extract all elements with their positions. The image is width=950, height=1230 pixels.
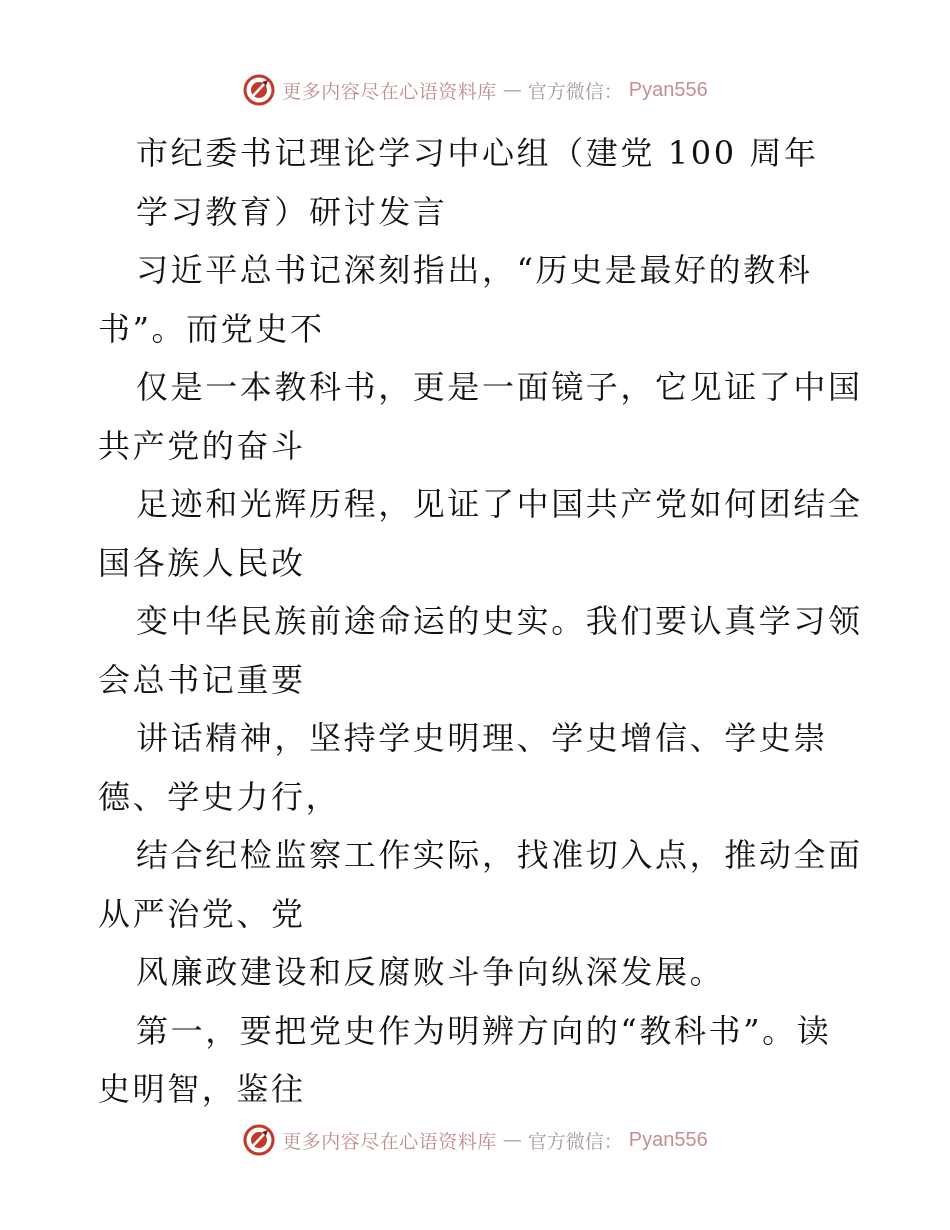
paragraph-line: 书”。而党史不 xyxy=(98,309,325,348)
paragraph-line: 变中华民族前途命运的史实。我们要认真学习领 xyxy=(136,602,863,640)
promo-text: 更多内容尽在心语资料库 xyxy=(282,80,497,103)
paragraph-line: 史明智，鉴往 xyxy=(98,1070,306,1108)
paragraph-line: 共产党的奋斗 xyxy=(98,426,306,465)
paragraph-line: 第一，要把党史作为明辨方向的“教科书”。读 xyxy=(136,1011,832,1050)
paragraph-line: 从严治党、党 xyxy=(98,894,306,933)
document-body xyxy=(98,124,863,1119)
paragraph-line: 习近平总书记深刻指出，“历史是最好的教科 xyxy=(136,251,813,289)
wechat-id: Pyan556 xyxy=(628,1128,708,1151)
header-banner xyxy=(0,70,950,110)
doc-title-line-2: 学习教育）研讨发言 xyxy=(136,192,448,231)
paragraph-line: 国各族人民改 xyxy=(98,543,306,582)
wechat-label: 官方微信： xyxy=(527,1130,623,1153)
paragraph-line: 德、学史力行， xyxy=(98,777,341,816)
seal-logo-icon xyxy=(242,73,276,107)
paragraph-line: 仅是一本教科书，更是一面镜子，它见证了中国 xyxy=(136,368,863,406)
seal-logo-icon xyxy=(242,1123,276,1157)
paragraph-line: 结合纪检监察工作实际，找准切入点，推动全面 xyxy=(136,836,863,874)
paragraph-line: 讲话精神，坚持学史明理、学史增信、学史崇 xyxy=(136,719,829,757)
paragraph-line: 会总书记重要 xyxy=(98,660,306,699)
paragraph-line: 风廉政建设和反腐败斗争向纵深发展。 xyxy=(136,953,725,991)
paragraph-line: 足迹和光辉历程，见证了中国共产党如何团结全 xyxy=(136,485,863,523)
promo-text: 更多内容尽在心语资料库 xyxy=(282,1130,497,1153)
banner-separator: — xyxy=(502,79,522,101)
banner-separator: — xyxy=(502,1129,522,1151)
footer-banner xyxy=(0,1120,950,1160)
wechat-id: Pyan556 xyxy=(628,78,708,101)
doc-title-line-1: 市纪委书记理论学习中心组（建党 100 周年 xyxy=(136,134,819,172)
wechat-label: 官方微信： xyxy=(527,80,623,103)
